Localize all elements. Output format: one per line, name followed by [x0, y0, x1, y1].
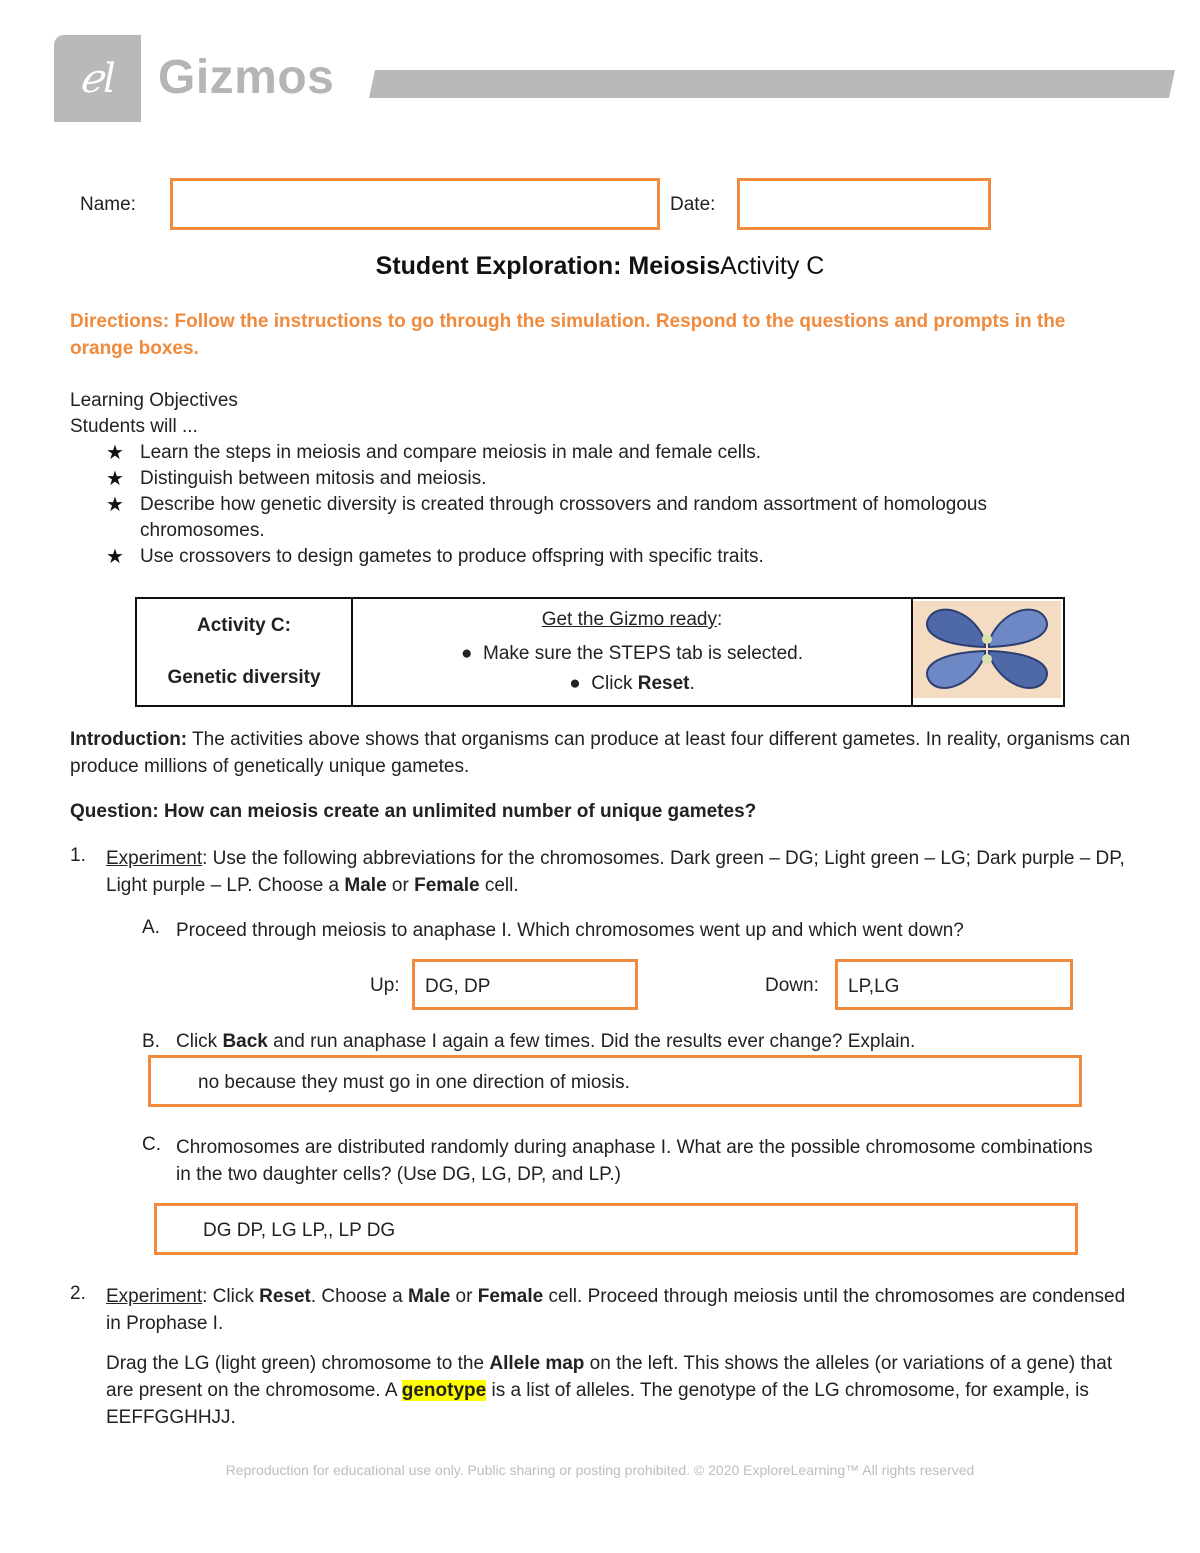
directions: Directions: Follow the instructions to go through the simulation. Respond to the questions and prompts in the orange boxes. — [70, 311, 1066, 359]
objective-item: ★ Distinguish between mitosis and meiosis. — [106, 468, 487, 490]
q1-prompt: Experiment: Use the following abbreviations for the chromosomes. Dark green – DG; Light green – LG; Dark purple – DP, Light purple – LP. Choose a Male or Female cell. — [106, 848, 1125, 896]
star-icon: ★ — [106, 546, 124, 568]
q2-paragraph: Drag the LG (light green) chromosome to the Allele map on the left. This shows the alleles (or variations of a gene) that are present on the chromosome. A genotype is a list of alleles. The genotype of the LG chromosome, for example, is EEFFGGHHJJ. — [106, 1353, 1113, 1428]
q2-prompt: Experiment: Click Reset. Choose a Male or Female cell. Proceed through meiosis until the chromosomes are condensed in Prophase I. — [106, 1286, 1126, 1334]
objective-item: ★ Use crossovers to design gametes to produce offspring with specific traits. — [106, 546, 764, 568]
q1b-prompt: Click Back and run anaphase I again a few times. Did the results ever change? Explain. — [176, 1031, 916, 1052]
date-field[interactable] — [737, 178, 991, 230]
q1-number: 1. — [70, 845, 86, 866]
objectives-intro: Students will ... — [70, 416, 198, 437]
q2-number: 2. — [70, 1283, 86, 1304]
bullet-icon: ● — [569, 673, 581, 694]
objective-item: ★ Describe how genetic diversity is created through crossovers and random assortment of homologous chromosomes. — [106, 494, 987, 541]
name-field[interactable] — [170, 178, 660, 230]
gizmo-ready-heading: Get the Gizmo ready: — [541, 609, 723, 630]
brand-name: Gizmos — [158, 51, 335, 104]
up-label: Up: — [370, 975, 400, 996]
objectives-list — [106, 440, 1116, 570]
up-answer-field[interactable]: DG, DP — [412, 959, 638, 1010]
star-icon: ★ — [106, 468, 124, 490]
main-question: Question: How can meiosis create an unlimited number of unique gametes? — [70, 801, 757, 822]
page-title: Student Exploration: MeiosisActivity C — [375, 252, 825, 280]
q1c-answer-field[interactable]: DG DP, LG LP,, LP DG — [154, 1203, 1078, 1255]
star-icon: ★ — [106, 442, 124, 464]
date-label: Date: — [670, 194, 716, 215]
genotype-highlight: genotype — [401, 1380, 487, 1401]
activity-name: Genetic diversity — [167, 667, 321, 688]
q1a-letter: A. — [142, 917, 160, 938]
chromosome-icon — [913, 601, 1061, 698]
activity-instructions-cell — [352, 598, 912, 706]
q1b-answer-field[interactable]: no because they must go in one direction of miosis. — [148, 1055, 1082, 1107]
q1a-prompt: Proceed through meiosis to anaphase I. Which chromosomes went up and which went down? — [176, 920, 964, 941]
q1c-prompt: Chromosomes are distributed randomly during anaphase I. What are the possible chromosome combinations in the two daughter cells? (Use DG, LG, DP, and LP.) — [176, 1137, 1093, 1185]
objectives-heading: Learning Objectives — [70, 390, 238, 411]
down-label: Down: — [765, 975, 819, 996]
footer-copyright: Reproduction for educational use only. Public sharing or posting prohibited. © 2020 ExploreLearning™ All rights reserved — [225, 1462, 975, 1478]
introduction: Introduction: The activities above shows that organisms can produce at least four different gametes. In reality, organisms can produce millions of genetically unique gametes. — [70, 729, 1131, 777]
activity-label-cell — [136, 598, 352, 706]
q1b-letter: B. — [142, 1031, 160, 1052]
step-1: ● Make sure the STEPS tab is selected. — [460, 643, 804, 664]
bullet-icon: ● — [460, 643, 473, 664]
star-icon: ★ — [106, 494, 124, 516]
explorelearning-logo — [54, 35, 141, 122]
logo-glyph: ℯl — [79, 55, 116, 102]
down-answer-field[interactable]: LP,LG — [835, 959, 1073, 1010]
objective-item: ★ Learn the steps in meiosis and compare meiosis in male and female cells. — [106, 442, 761, 464]
activity-table — [135, 597, 1065, 707]
chromosome-image-cell — [912, 598, 1064, 706]
q1c-letter: C. — [142, 1134, 161, 1155]
step-2: ● Click Reset. — [569, 673, 695, 694]
header-bar — [369, 70, 1175, 98]
name-label: Name: — [80, 194, 136, 215]
objectives-header — [70, 388, 238, 440]
activity-label: Activity C: — [197, 615, 291, 636]
